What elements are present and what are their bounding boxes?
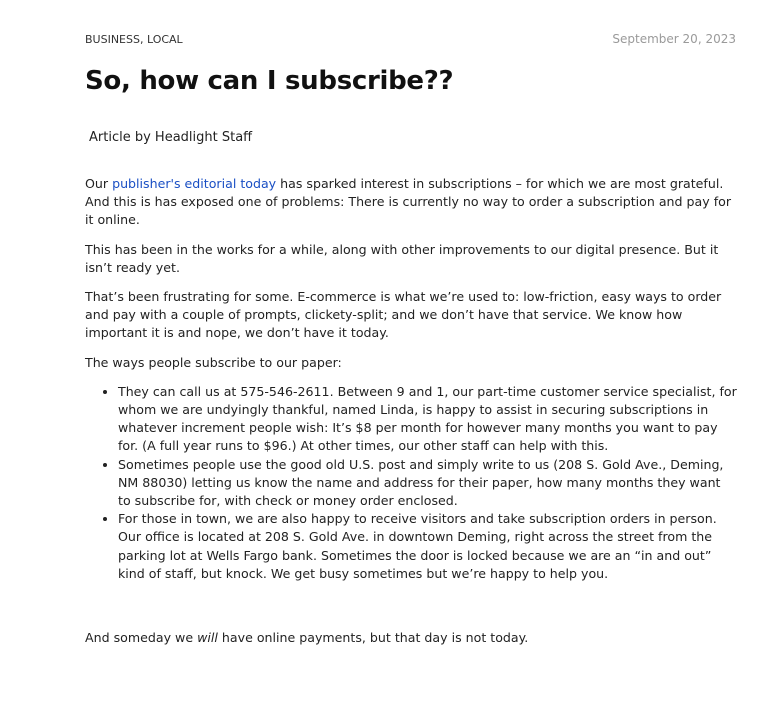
subscription-methods-list	[85, 383, 737, 583]
closing-rest: have online payments, but that day is not today.	[217, 630, 529, 645]
article-categories[interactable]: BUSINESS, LOCAL	[85, 32, 183, 46]
article-meta	[85, 32, 736, 46]
closing-lead: And someday we	[85, 630, 198, 645]
closing-paragraph	[85, 629, 528, 647]
paragraph-1-rest: has sparked interest in subscriptions – for which we are most grateful. And this is has exposed one of problems: There is currently no way to order a subscription and pay for it online.	[85, 176, 732, 228]
paragraph-1	[85, 175, 737, 230]
list-item: • They can call us at 575-546-2611. Between 9 and 1, our part-time customer service specialist, for whom we are undyingly thankful, named Linda, is happy to assist in securing subscriptions in whatever increment people wish: It’s $8 per month for however many months you want to pay for. (A full year runs to $96.) At other times, our other staff can help with this.	[118, 383, 737, 456]
paragraph-1-lead: Our	[85, 176, 113, 191]
paragraph-4: The ways people subscribe to our paper:	[85, 354, 342, 370]
article-date: September 20, 2023	[612, 32, 736, 46]
list-item: • Sometimes people use the good old U.S. post and simply write to us (208 S. Gold Ave., Deming, NM 88030) letting us know the name and address for their paper, how many months they want to subscribe for, with check or money order enclosed.	[118, 456, 737, 511]
paragraph-2: This has been in the works for a while, along with other improvements to our digital presence. But it isn’t ready yet.	[85, 241, 719, 275]
closing-emphasis: will	[197, 630, 218, 645]
editorial-link[interactable]: publisher's editorial today	[112, 176, 277, 191]
article-byline: Article by Headlight Staff	[89, 130, 253, 145]
list-item: • For those in town, we are also happy to receive visitors and take subscription orders in person. Our office is located at 208 S. Gold Ave. in downtown Deming, right across the street from the parking lot at Wells Fargo bank. Sometimes the door is locked because we are an “in and out” kind of staff, but knock. We get busy sometimes but we’re happy to help you.	[118, 510, 737, 583]
paragraph-3: That’s been frustrating for some. E-commerce is what we’re used to: low-friction, easy ways to order and pay with a couple of prompts, clickety-split; and we don’t have that service. We know how important it is and nope, we don’t have it today.	[85, 289, 722, 341]
article-body	[85, 175, 737, 583]
article-title: So, how can I subscribe??	[85, 66, 454, 96]
